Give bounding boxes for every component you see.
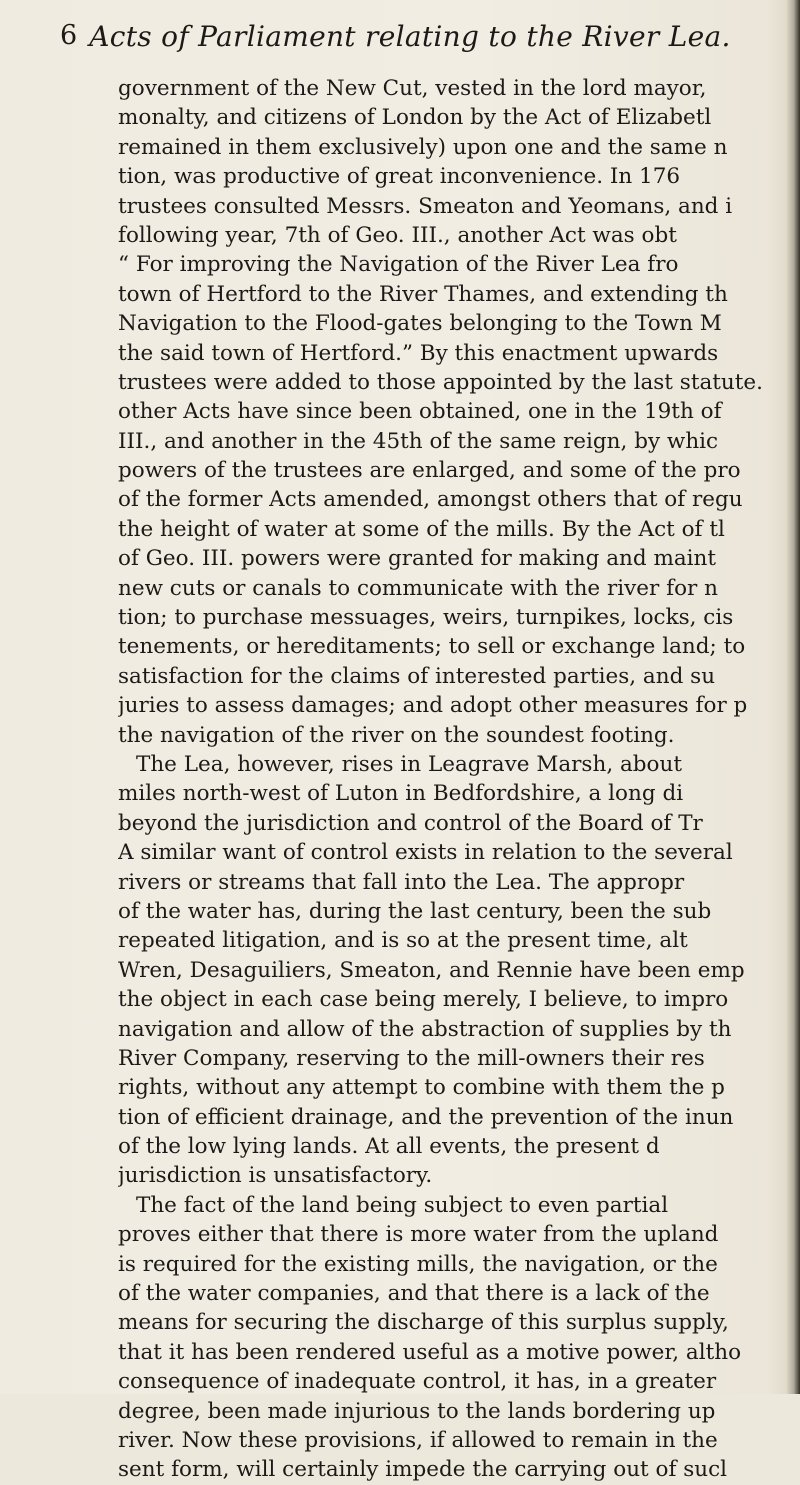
text-line: consequence of inadequate control, it has, in a greater: [118, 1369, 717, 1395]
text-line: of the low lying lands. At all events, the present d: [118, 1134, 660, 1160]
text-line: rivers or streams that fall into the Lea. The appropr: [118, 869, 685, 895]
text-line: miles north-west of Luton in Bedfordshire, a long di: [118, 781, 684, 807]
text-line: tenements, or hereditaments; to sell or exchange land; to: [118, 634, 746, 660]
text-line: the said town of Hertford.” By this enactment upwards: [118, 340, 719, 366]
text-line: trustees were added to those appointed by the last statute.: [118, 369, 763, 395]
text-line: is required for the existing mills, the navigation, or the: [118, 1251, 718, 1277]
text-line: monalty, and citizens of London by the Act of Elizabetl: [118, 105, 712, 131]
text-line: The fact of the land being subject to even partial: [136, 1192, 669, 1218]
text-line: trustees consulted Messrs. Smeaton and Yeomans, and i: [118, 193, 733, 219]
page-number: 6: [60, 20, 78, 51]
text-line: tion; to purchase messuages, weirs, turnpikes, locks, cis: [118, 605, 734, 631]
text-line: the height of water at some of the mills. By the Act of tl: [118, 516, 725, 542]
text-line: jurisdiction is unsatisfactory.: [118, 1163, 433, 1189]
running-head: [60, 20, 760, 60]
text-line: means for securing the discharge of this surplus supply,: [118, 1310, 729, 1336]
text-line: government of the New Cut, vested in the lord mayor,: [118, 76, 707, 101]
text-line: of the former Acts amended, amongst others that of regu: [118, 487, 743, 513]
body-text: [118, 74, 798, 1485]
text-line: the object in each case being merely, I believe, to impro: [118, 987, 729, 1013]
text-line: proves either that there is more water from the upland: [118, 1222, 719, 1248]
text-line: The Lea, however, rises in Leagrave Marsh, about: [136, 751, 682, 777]
text-line: of the water has, during the last century, been the sub: [118, 898, 712, 924]
text-line: satisfaction for the claims of interested parties, and su: [118, 663, 716, 689]
running-title: Acts of Parliament relating to the River Lea.: [89, 20, 731, 53]
text-line: tion of efficient drainage, and the prevention of the inun: [118, 1104, 734, 1130]
text-line: Wren, Desaguiliers, Smeaton, and Rennie have been emp: [118, 957, 745, 983]
text-line: juries to assess damages; and adopt other measures for p: [118, 693, 748, 719]
text-line: following year, 7th of Geo. III., another Act was obt: [118, 222, 677, 248]
text-line: repeated litigation, and is so at the present time, alt: [118, 928, 688, 954]
text-line: new cuts or canals to communicate with the river for n: [118, 575, 718, 601]
text-line: navigation and allow of the abstraction of supplies by th: [118, 1016, 732, 1042]
text-line: sent form, will certainly impede the carrying out of sucl: [118, 1457, 728, 1483]
text-line: beyond the jurisdiction and control of the Board of Tr: [118, 810, 703, 836]
page-edge-shadow: [786, 0, 800, 1394]
text-line: Navigation to the Flood-gates belonging to the Town M: [118, 311, 722, 337]
text-line: river. Now these provisions, if allowed to remain in the: [118, 1427, 718, 1453]
text-line: degree, been made injurious to the lands bordering up: [118, 1398, 716, 1424]
text-line: tion, was productive of great inconvenience. In 176: [118, 164, 681, 190]
text-line: “ For improving the Navigation of the River Lea fro: [118, 252, 679, 278]
text-line: rights, without any attempt to combine with them the p: [118, 1075, 725, 1101]
text-line: other Acts have since been obtained, one in the 19th of: [118, 399, 722, 425]
text-line: town of Hertford to the River Thames, and extending th: [118, 281, 728, 307]
text-line: the navigation of the river on the soundest footing.: [118, 722, 675, 748]
text-line: of the water companies, and that there is a lack of the: [118, 1281, 710, 1307]
text-line: remained in them exclusively) upon one and the same n: [118, 134, 728, 160]
text-line: powers of the trustees are enlarged, and some of the pro: [118, 458, 741, 484]
text-line: A similar want of control exists in relation to the several: [118, 840, 733, 866]
text-line: that it has been rendered useful as a motive power, altho: [118, 1339, 742, 1365]
text-line: III., and another in the 45th of the same reign, by whic: [118, 428, 719, 454]
text-line: of Geo. III. powers were granted for making and maint: [118, 546, 717, 572]
text-line: River Company, reserving to the mill-owners their res: [118, 1045, 705, 1071]
